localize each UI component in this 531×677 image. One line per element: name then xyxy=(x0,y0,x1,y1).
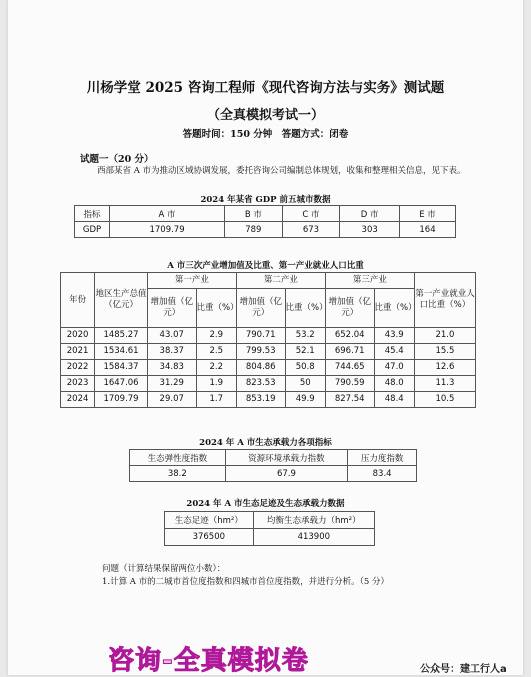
eco-capacity-table xyxy=(129,449,417,482)
table-cell: 29.07 xyxy=(147,392,196,408)
table-cell: 43.07 xyxy=(147,328,196,344)
table-cell: 799.53 xyxy=(236,344,285,360)
table-cell: 生态弹性度指数 xyxy=(130,450,226,466)
table-cell: 789 xyxy=(225,222,282,238)
table-cell: 比重（%） xyxy=(374,289,414,328)
table-cell: 12.6 xyxy=(414,360,475,376)
table-cell: 第二产业 xyxy=(236,273,325,289)
table-cell: 1709.79 xyxy=(95,392,148,408)
table-cell: 790.59 xyxy=(325,376,374,392)
gdp-table-caption: 2024 年某省 GDP 前五城市数据 xyxy=(200,195,331,205)
table-cell: 第一产业 xyxy=(147,273,236,289)
table-cell: 34.83 xyxy=(147,360,196,376)
table-cell: 1647.06 xyxy=(95,376,148,392)
table-cell: 增加值（亿元） xyxy=(236,289,285,328)
table-cell: C 市 xyxy=(282,206,340,222)
watermark-banner: 咨询-全真模拟卷 xyxy=(108,646,309,676)
table-row xyxy=(61,344,476,360)
table-cell: 1584.37 xyxy=(95,360,148,376)
question-title: 试题一（20 分） xyxy=(80,154,154,165)
problem-question-1: 1.计算 A 市的二城市首位度指数和四城市首位度指数，并进行分析。（5 分） xyxy=(102,577,390,587)
table-cell: 21.0 xyxy=(414,328,475,344)
table-cell: 11.3 xyxy=(414,376,475,392)
table-cell: 压力度指数 xyxy=(348,450,417,466)
table-cell: 2020 xyxy=(61,328,95,344)
table-cell: 48.0 xyxy=(374,376,414,392)
table-cell: 83.4 xyxy=(348,466,417,482)
table-cell: 853.19 xyxy=(236,392,285,408)
table-cell: 744.65 xyxy=(325,360,374,376)
table-row xyxy=(61,376,476,392)
table-header-row xyxy=(75,206,456,222)
table-header-row xyxy=(165,512,375,529)
table-cell: 673 xyxy=(282,222,340,238)
table-cell: E 市 xyxy=(400,206,456,222)
table-cell: 823.53 xyxy=(236,376,285,392)
table-cell: 2021 xyxy=(61,344,95,360)
footprint-table-caption: 2024 年 A 市生态足迹及生态承载力数据 xyxy=(186,499,345,509)
table-cell: 指标 xyxy=(75,206,110,222)
table-cell: 38.2 xyxy=(130,466,226,482)
table-cell: 45.4 xyxy=(374,344,414,360)
table-cell: 10.5 xyxy=(414,392,475,408)
table-row xyxy=(61,360,476,376)
table-cell: 413900 xyxy=(253,529,374,546)
table-cell: 50.8 xyxy=(285,360,325,376)
table-cell: 2.9 xyxy=(196,328,236,344)
table-row xyxy=(61,328,476,344)
table-cell: 31.29 xyxy=(147,376,196,392)
table-cell: 1534.61 xyxy=(95,344,148,360)
table-cell: 比重（%） xyxy=(285,289,325,328)
table-cell: 生态足迹（hm²） xyxy=(165,512,254,529)
exam-meta: 答题时间：150 分钟 答题方式：闭卷 xyxy=(182,129,349,140)
table-cell: 52.1 xyxy=(285,344,325,360)
table-cell: 增加值（亿元） xyxy=(147,289,196,328)
table-cell: 2.2 xyxy=(196,360,236,376)
table-row xyxy=(165,529,375,546)
table-cell: 376500 xyxy=(165,529,254,546)
table-row xyxy=(61,392,476,408)
page-title: 川杨学堂 2025 咨询工程师《现代咨询方法与实务》测试题 xyxy=(86,80,445,96)
exam-paper xyxy=(8,0,523,675)
table-cell: 1.9 xyxy=(196,376,236,392)
table-cell: 均衡生态承载力（hm²） xyxy=(253,512,374,529)
table-cell: 804.86 xyxy=(236,360,285,376)
wechat-account-label: 公众号：建工行人a xyxy=(420,660,507,675)
table-cell: 696.71 xyxy=(325,344,374,360)
table-cell: 年份 xyxy=(61,273,95,328)
industry-table-caption: A 市三次产业增加值及比重、第一产业就业人口比重 xyxy=(167,261,364,271)
table-row xyxy=(130,466,417,482)
table-cell: 第三产业 xyxy=(325,273,414,289)
footprint-table xyxy=(164,511,375,546)
gdp-table xyxy=(74,205,456,238)
table-cell: 第一产业就业人口比重（%） xyxy=(414,273,475,328)
table-cell: 47.0 xyxy=(374,360,414,376)
table-header-row xyxy=(130,450,417,466)
question-intro: 西部某省 A 市为推动区域协调发展，委托咨询公司编制总体规划，收集和整理相关信息，见下表。 xyxy=(97,166,466,176)
table-cell: 67.9 xyxy=(225,466,348,482)
eco-table-caption: 2024 年 A 市生态承载力各项指标 xyxy=(199,438,332,448)
table-cell: 38.37 xyxy=(147,344,196,360)
table-row xyxy=(75,222,456,238)
table-cell: 15.5 xyxy=(414,344,475,360)
table-cell: 1485.27 xyxy=(95,328,148,344)
page-subtitle: （全真模拟考试一） xyxy=(206,108,324,123)
table-cell: 50 xyxy=(285,376,325,392)
table-cell: 48.4 xyxy=(374,392,414,408)
industry-table xyxy=(60,272,476,408)
table-cell: GDP xyxy=(75,222,110,238)
table-cell: 2.5 xyxy=(196,344,236,360)
table-cell: 2023 xyxy=(61,376,95,392)
table-cell: 资源环境承载力指数 xyxy=(225,450,348,466)
table-cell: 2022 xyxy=(61,360,95,376)
table-cell: B 市 xyxy=(225,206,282,222)
table-cell: 43.9 xyxy=(374,328,414,344)
table-cell: D 市 xyxy=(340,206,400,222)
table-header-row xyxy=(61,273,476,289)
table-cell: 地区生产总值（亿元） xyxy=(95,273,148,328)
table-cell: 53.2 xyxy=(285,328,325,344)
table-cell: 49.9 xyxy=(285,392,325,408)
table-cell: 比重（%） xyxy=(196,289,236,328)
table-cell: 1.7 xyxy=(196,392,236,408)
table-cell: 790.71 xyxy=(236,328,285,344)
table-cell: 1709.79 xyxy=(110,222,225,238)
table-cell: 303 xyxy=(340,222,400,238)
table-cell: 增加值（亿元） xyxy=(325,289,374,328)
table-cell: 164 xyxy=(400,222,456,238)
table-cell: A 市 xyxy=(110,206,225,222)
table-cell: 2024 xyxy=(61,392,95,408)
table-cell: 652.04 xyxy=(325,328,374,344)
problem-intro: 问题（计算结果保留两位小数）： xyxy=(102,564,226,574)
table-cell: 827.54 xyxy=(325,392,374,408)
